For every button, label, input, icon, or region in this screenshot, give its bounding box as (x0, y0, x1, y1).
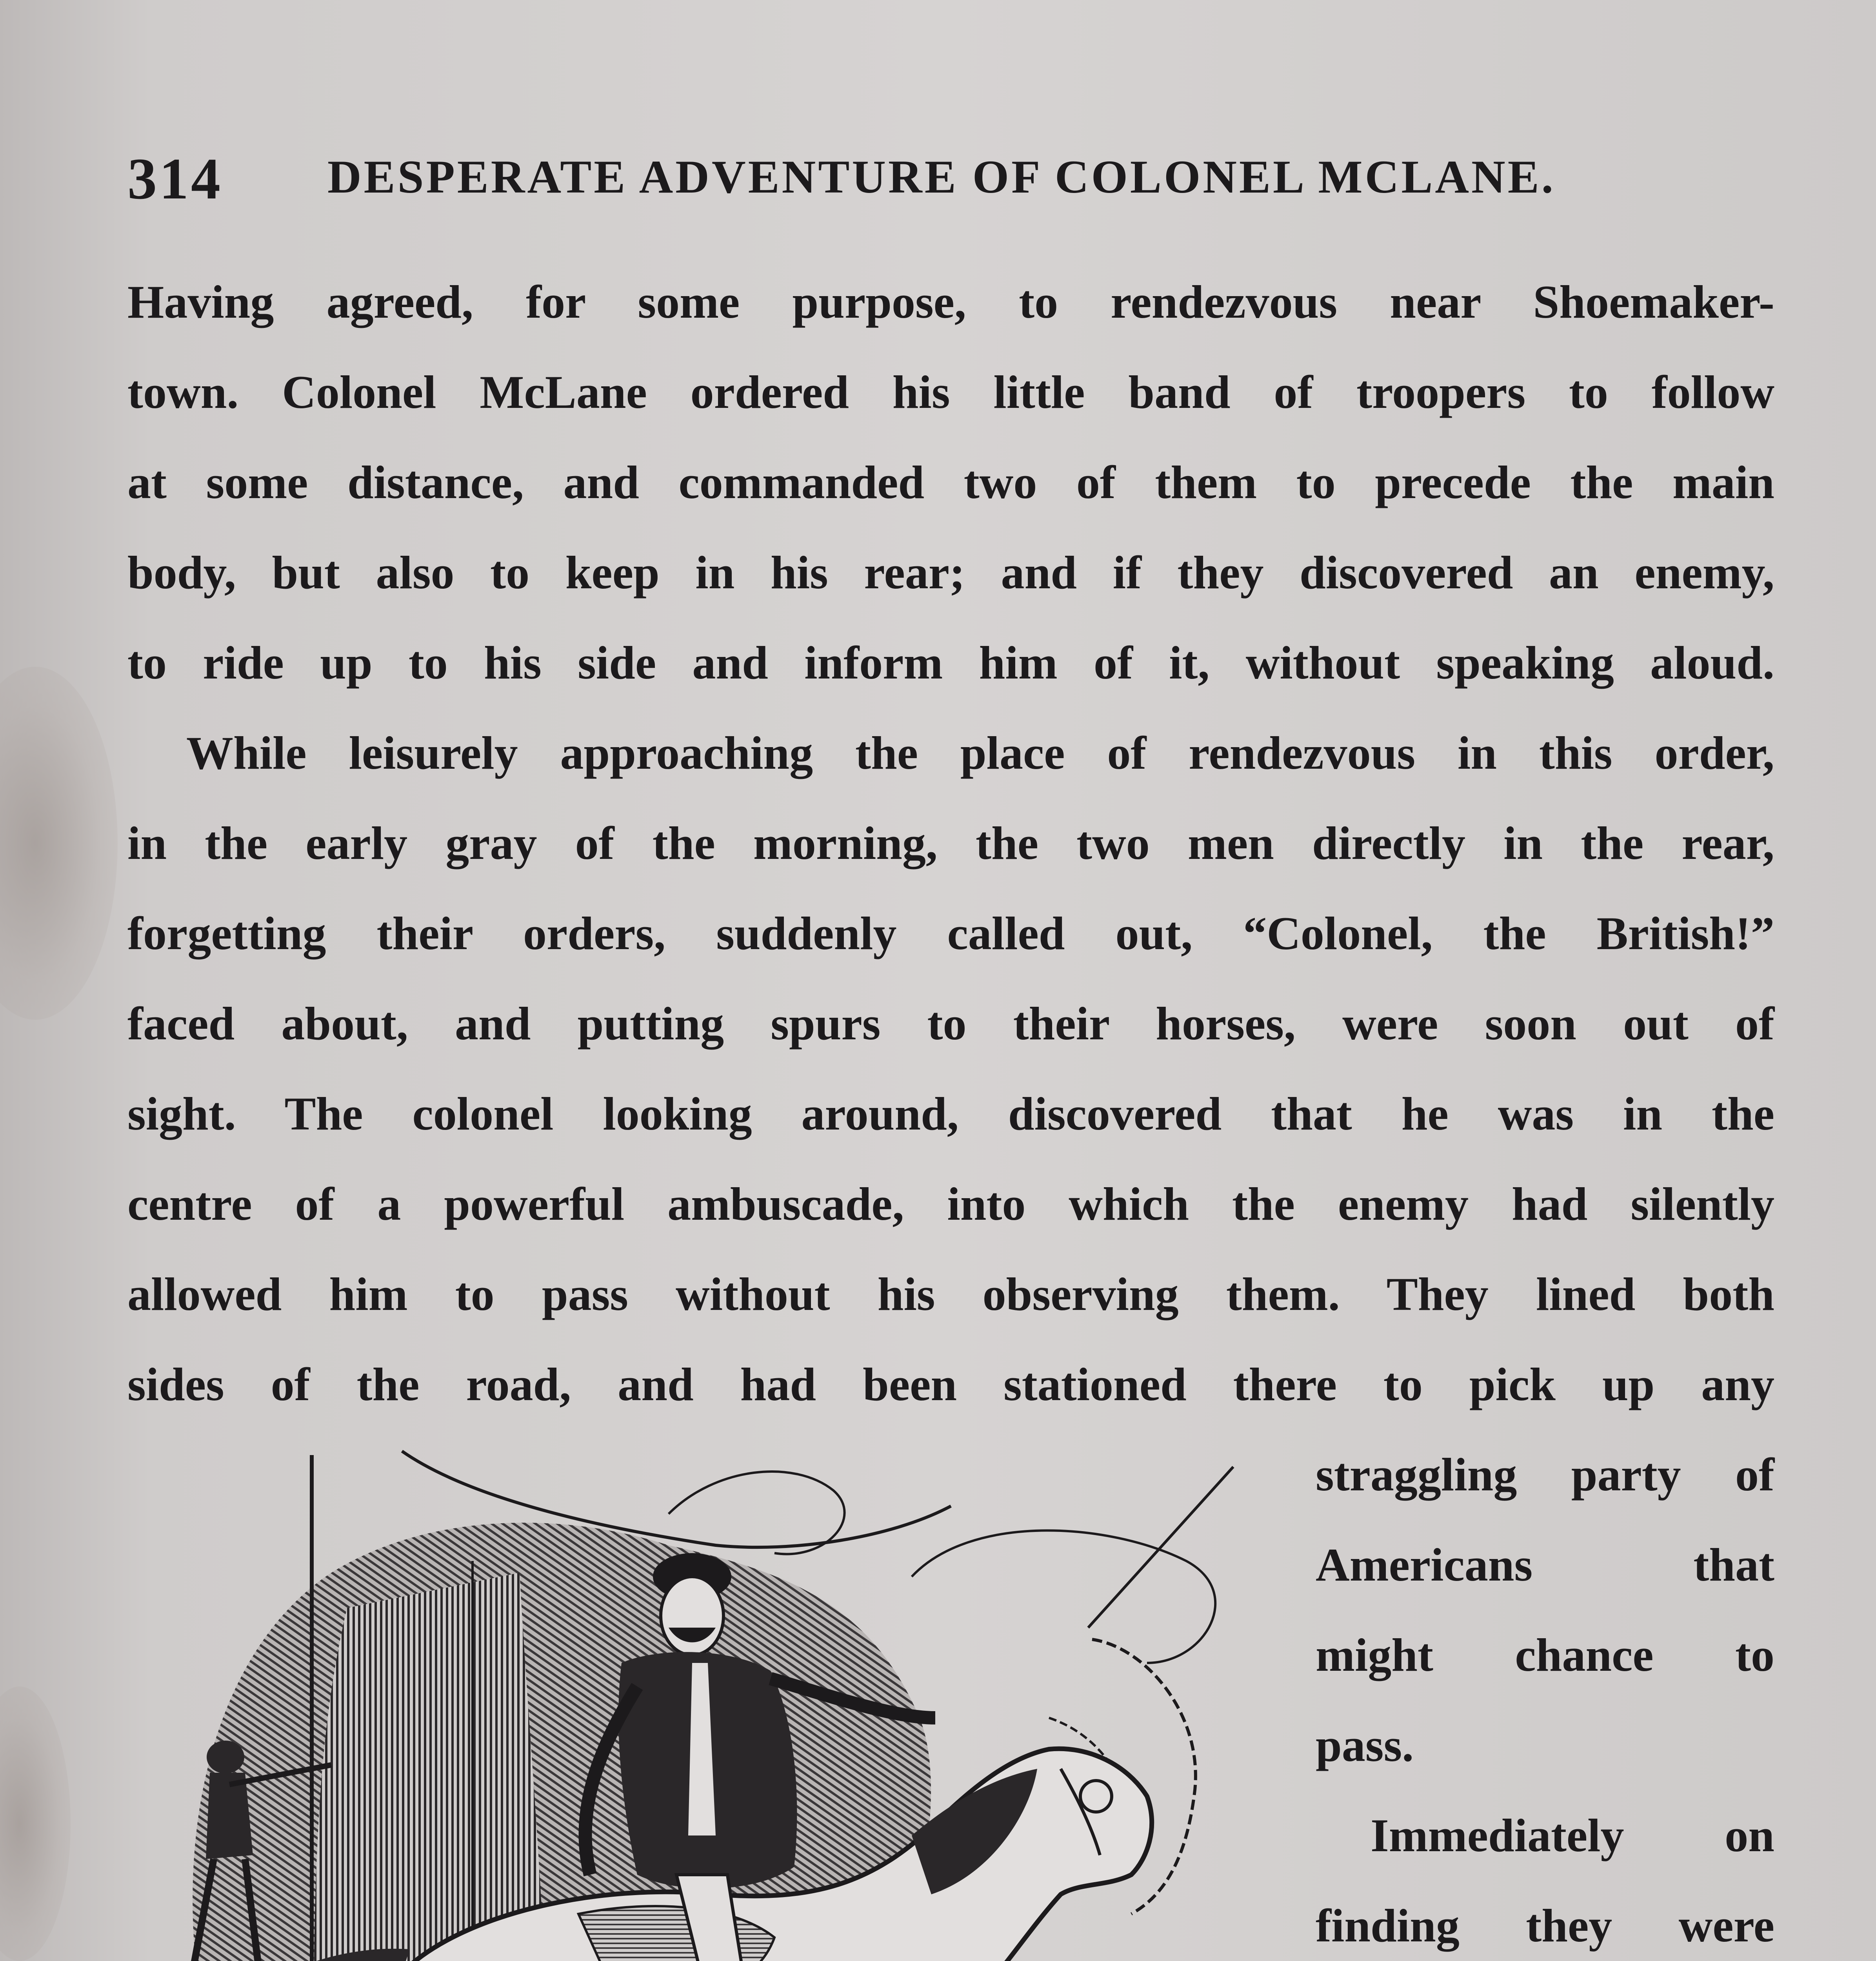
text-line: Having agreed, for some purpose, to rendezvous near Shoemaker- (127, 276, 1774, 328)
text-line: town. Colonel McLane ordered his little band of troopers to follow (127, 366, 1774, 418)
page-header (127, 145, 1774, 224)
text-line: While leisurely approaching the place of rendezvous in this order, (186, 727, 1774, 779)
text-line: finding they were (1316, 1899, 1774, 1952)
text-line: body, but also to keep in his rear; and if they discovered an enemy, (127, 546, 1774, 598)
text-line: sides of the road, and had been stationed there to pick up any (127, 1358, 1774, 1410)
page-number: 314 (127, 146, 223, 211)
page-stain (0, 1686, 71, 1961)
text-line: at some distance, and commanded two of them to precede the main (127, 456, 1774, 508)
text-line: sight. The colonel looking around, discovered that he was in the (127, 1088, 1774, 1140)
text-line: might chance to (1316, 1629, 1774, 1681)
text-line: forgetting their orders, suddenly called out, “Colonel, the British!” (127, 907, 1774, 959)
text-line: Americans that (1316, 1539, 1774, 1591)
running-head: DESPERATE ADVENTURE OF COLONEL MCLANE. (327, 151, 1556, 203)
tree-trunk (312, 1573, 551, 1961)
text-line: allowed him to pass without his observing them. They lined both (127, 1268, 1774, 1320)
text-line: faced about, and putting spurs to their horses, were soon out of (127, 997, 1774, 1050)
woodcut-illustration (127, 1443, 1288, 1961)
page-stain (0, 667, 118, 1020)
text-line: Immediately on (1371, 1809, 1774, 1861)
text-line: to ride up to his side and inform him of it, without speaking aloud. (127, 637, 1774, 689)
text-line: in the early gray of the morning, the two men directly in the rear, (127, 817, 1774, 869)
text-line: pass. (1316, 1719, 1414, 1771)
text-line: straggling party of (1316, 1448, 1774, 1501)
text-line: centre of a powerful ambuscade, into which the enemy had silently (127, 1178, 1774, 1230)
